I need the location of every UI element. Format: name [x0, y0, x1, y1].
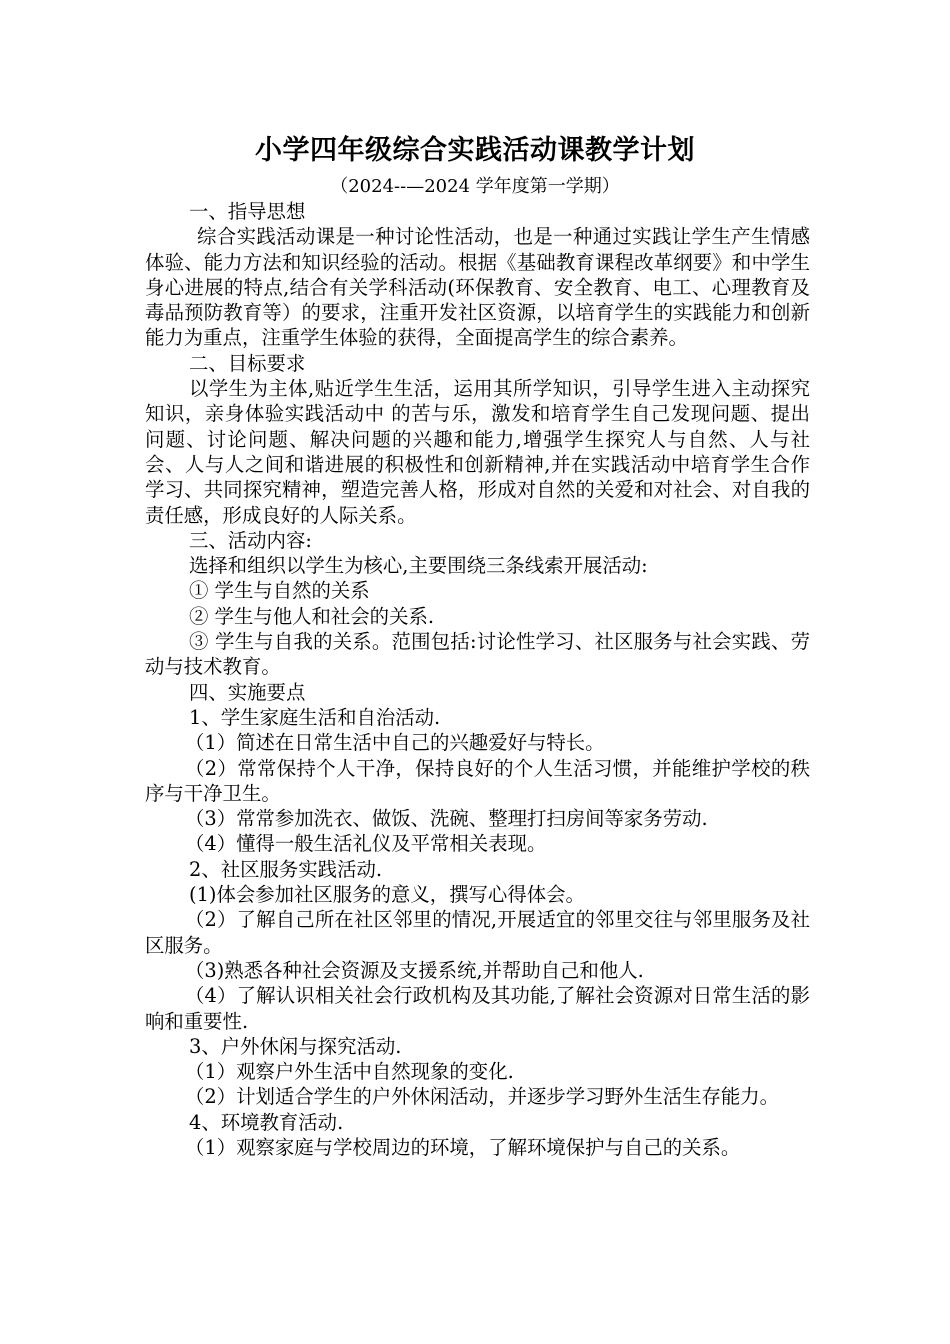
paragraph: (1)体会参加社区服务的意义，撰写心得体会。: [189, 883, 585, 907]
paragraph: ③ 学生与自我的关系。范围包括:讨论性学习、社区服务与社会实践、劳动与技术教育。: [145, 630, 810, 679]
paragraph: （2）常常保持个人干净，保持良好的个人生活习惯，并能维护学校的秩序与干净卫生。: [145, 756, 810, 805]
paragraph: 综合实践活动课是一种讨论性活动，也是一种通过实践让学生产生情感体验、能力方法和知识经验的活动。根据《基础教育课程改革纲要》和中学生身心进展的特点,结合有关学科活动(环保教育、安全教育、电工、心理教育及毒品预防教育等）的要求，注重开发社区资源，以培育学生的实践能力和创新能力为重点，注重学生体验的获得，全面提高学生的综合素养。: [145, 225, 810, 350]
paragraph: 1、学生家庭生活和自治活动.: [189, 705, 441, 729]
paragraph: （2）了解自己所在社区邻里的情况,开展适宜的邻里交往与邻里服务及社区服务。: [145, 908, 810, 957]
document-subtitle: （2024--—2024 学年度第一学期）: [330, 176, 620, 197]
paragraph: ① 学生与自然的关系: [189, 579, 370, 603]
paragraph: ② 学生与他人和社会的关系.: [189, 604, 435, 628]
document-body: [145, 199, 810, 1160]
paragraph: 一、指导思想: [189, 200, 306, 223]
paragraph: （2）计划适合学生的户外休闲活动，并逐步学习野外生活生存能力。: [185, 1085, 780, 1109]
document-title: 小学四年级综合实践活动课教学计划: [255, 135, 695, 166]
paragraph: （3)熟悉各种社会资源及支援系统,并帮助自己和他人.: [185, 958, 644, 982]
paragraph: 三、活动内容:: [189, 528, 312, 552]
paragraph: 3、户外休闲与探究活动.: [189, 1034, 402, 1058]
paragraph: 二、目标要求: [189, 351, 306, 375]
paragraph: 选择和组织以学生为核心,主要围绕三条线索开展活动:: [189, 554, 648, 578]
paragraph: （1）观察户外生活中自然现象的变化.: [185, 1060, 514, 1084]
paragraph: 以学生为主体,贴近学生生活，运用其所学知识，引导学生进入主动探究知识，亲身体验实践活动中 的苦与乐，激发和培育学生自己发现问题、提出问题、讨论问题、解决问题的兴趣和能力,增强学生探究人与自然、人与社会、人与人之间和谐进展的积极性和创新精神,并在实践活动中培育学生合作学习、共同探究精神，塑造完善人格，形成对自然的关爱和对社会、对自我的责任感，形成良好的人际关系。: [145, 377, 810, 527]
paragraph: 四、实施要点: [189, 680, 306, 704]
paragraph: 2、社区服务实践活动.: [189, 857, 383, 881]
paragraph: （4）了解认识相关社会行政机构及其功能,了解社会资源对日常生活的影响和重要性.: [145, 984, 810, 1033]
paragraph: （1）简述在日常生活中自己的兴趣爱好与特长。: [185, 731, 605, 755]
paragraph: （1）观察家庭与学校周边的环境，了解环境保护与自己的关系。: [185, 1135, 741, 1159]
paragraph: 4、环境教育活动.: [189, 1110, 344, 1134]
paragraph: （4）懂得一般生活礼仪及平常相关表现。: [185, 832, 547, 856]
paragraph: （3）常常参加洗衣、做饭、洗碗、整理打扫房间等家务劳动.: [185, 807, 708, 831]
